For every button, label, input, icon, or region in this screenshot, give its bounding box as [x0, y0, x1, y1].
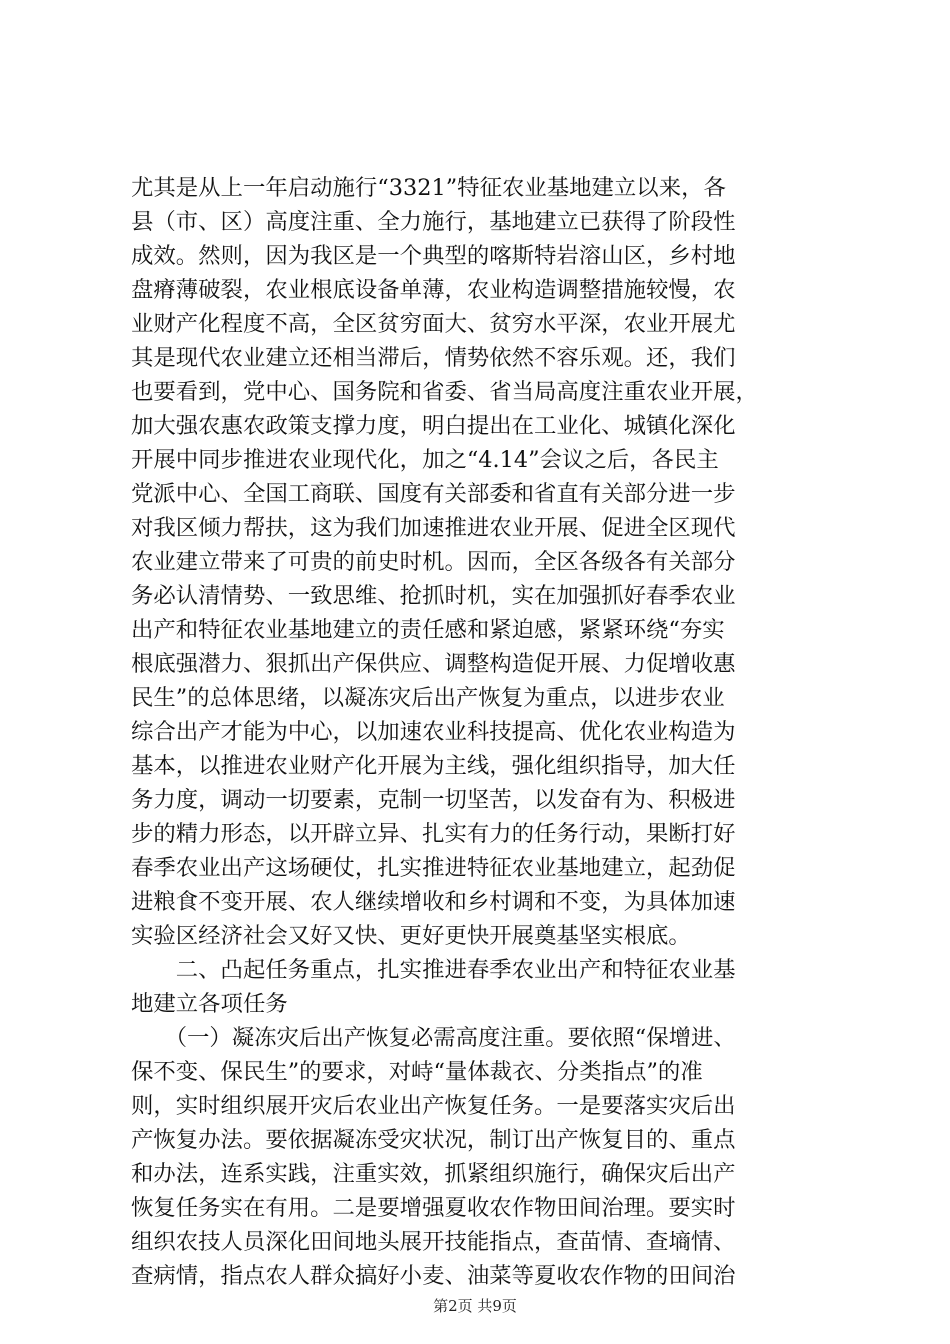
text-line: 党派中心、全国工商联、国度有关部委和省直有关部分进一步 — [131, 481, 736, 507]
text-line: 查病情，指点农人群众搞好小麦、油菜等夏收农作物的田间治 — [131, 1263, 736, 1289]
text-line: 业财产化程度不高，全区贫穷面大、贫穷水平深，农业开展尤 — [131, 311, 736, 337]
text-line: 盘瘠薄破裂，农业根底设备单薄，农业构造调整措施较慢，农 — [131, 277, 736, 303]
page-footer: 第2页 共9页 — [433, 1297, 517, 1315]
text-line: 对我区倾力帮扶，这为我们加速推进农业开展、促进全区现代 — [131, 515, 736, 541]
text-line: 二、凸起任务重点，扎实推进春季农业出产和特征农业基 — [131, 957, 736, 983]
text-line: 加大强农惠农政策支撑力度，明白提出在工业化、城镇化深化 — [131, 413, 736, 439]
text-line: 春季农业出产这场硬仗，扎实推进特征农业基地建立，起劲促 — [131, 855, 736, 881]
text-line: 出产和特征农业基地建立的责任感和紧迫感，紧紧环绕“夯实 — [131, 617, 725, 643]
text-line: 县（市、区）高度注重、全力施行，基地建立已获得了阶段性 — [131, 209, 736, 235]
text-line: 其是现代农业建立还相当滞后，情势依然不容乐观。还，我们 — [131, 345, 736, 371]
text-line: 农业建立带来了可贵的前史时机。因而，全区各级各有关部分 — [131, 549, 736, 575]
text-line: 基本，以推进农业财产化开展为主线，强化组织指导，加大任 — [131, 753, 736, 779]
text-line: 进粮食不变开展、农人继续增收和乡村调和不变，为具体加速 — [131, 889, 736, 915]
text-line: 务力度，调动一切要素，克制一切坚苦，以发奋有为、积极进 — [131, 787, 736, 813]
text-line: 保不变、保民生”的要求，对峙“量体裁衣、分类指点”的准 — [131, 1059, 703, 1085]
text-line: 尤其是从上一年启动施行“3321”特征农业基地建立以来，各 — [131, 175, 726, 201]
text-line: 民生”的总体思绪，以凝冻灾后出产恢复为重点，以进步农业 — [131, 685, 725, 711]
text-line: 综合出产才能为中心，以加速农业科技提高、优化农业构造为 — [131, 719, 736, 745]
text-line: 务必认清情势、一致思维、抢抓时机，实在加强抓好春季农业 — [131, 583, 736, 609]
text-line: 步的精力形态，以开辟立异、扎实有力的任务行动，果断打好 — [131, 821, 736, 847]
text-line: 也要看到，党中心、国务院和省委、省当局高度注重农业开展， — [131, 379, 758, 405]
text-line: 地建立各项任务 — [131, 991, 288, 1017]
text-line: 恢复任务实在有用。二是要增强夏收农作物田间治理。要实时 — [131, 1195, 736, 1221]
text-line: 成效。然则，因为我区是一个典型的喀斯特岩溶山区，乡村地 — [131, 243, 736, 269]
text-line: 根底强潜力、狠抓出产保供应、调整构造促开展、力促增收惠 — [131, 651, 736, 677]
text-line: 则，实时组织展开灾后农业出产恢复任务。一是要落实灾后出 — [131, 1093, 736, 1119]
text-line: 和办法，连系实践，注重实效，抓紧组织施行，确保灾后出产 — [131, 1161, 736, 1187]
text-line: （一）凝冻灾后出产恢复必需高度注重。要依照“保增进、 — [131, 1025, 736, 1051]
text-line: 实验区经济社会又好又快、更好更快开展奠基坚实根底。 — [131, 923, 691, 949]
text-line: 产恢复办法。要依据凝冻受灾状况，制订出产恢复目的、重点 — [131, 1127, 736, 1153]
text-line: 开展中同步推进农业现代化，加之“4.14”会议之后，各民主 — [131, 447, 719, 473]
body-text — [131, 171, 831, 1293]
text-line: 组织农技人员深化田间地头展开技能指点，查苗情、查墒情、 — [131, 1229, 736, 1255]
